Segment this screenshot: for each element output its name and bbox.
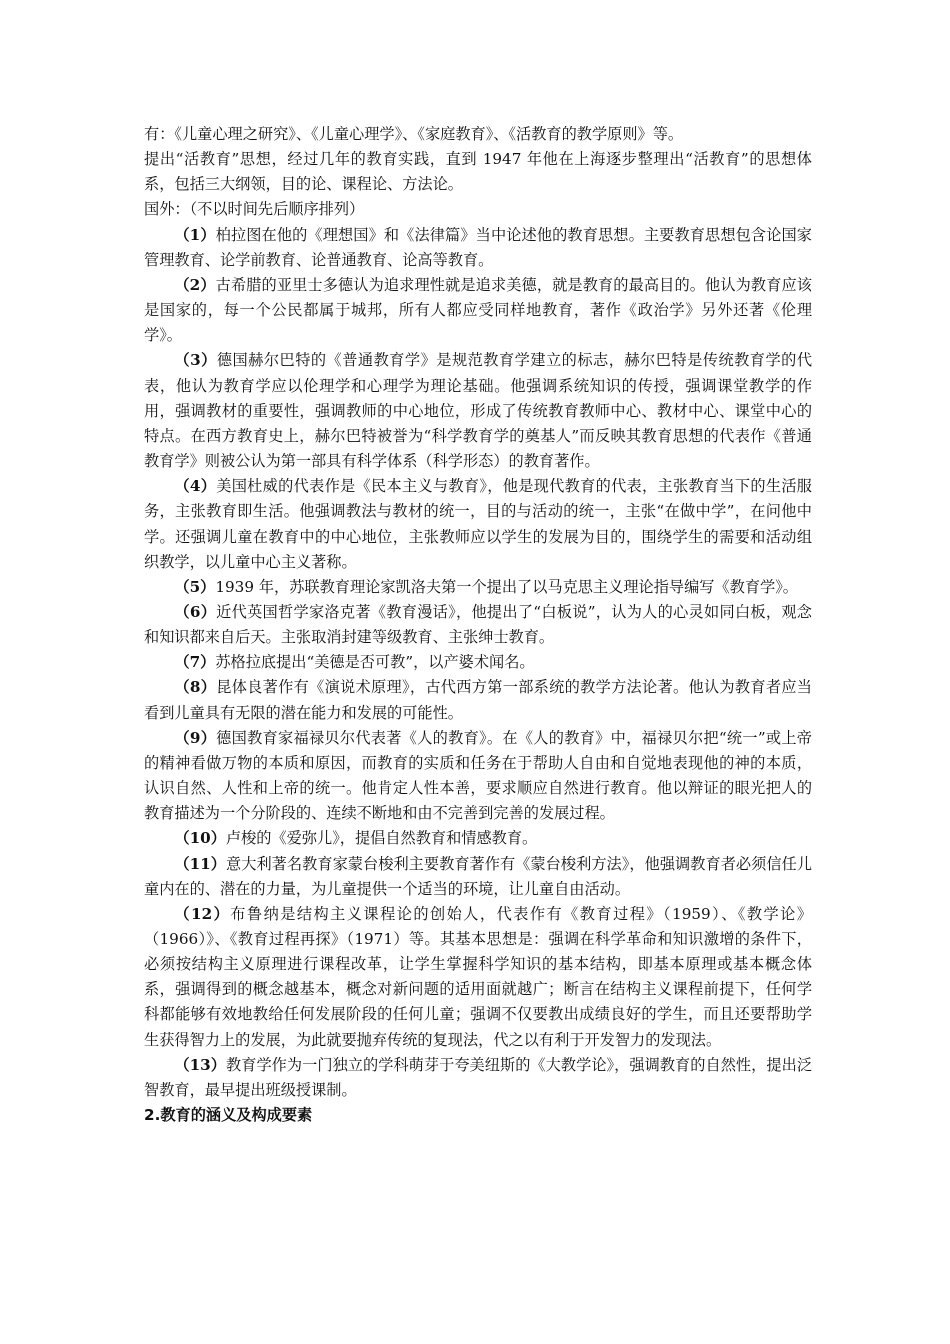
item-text: 近代英国哲学家洛克著《教育漫话》，他提出了“白板说”，认为人的心灵如同白板，观念和知识都来自后天。主张取消封建等级教育、主张绅士教育。 [144, 602, 812, 647]
item-text: 布鲁纳是结构主义课程论的创始人，代表作有《教育过程》（1959）、《教学论》（1966）》、《教育过程再探》（1971）等。其基本思想是：强调在科学革命和知识激增的条件下，必须按结构主义原理进行课程改革，让学生掌握科学知识的基本结构，即基本原理或基本概念体系，强调得到的概念越基本，概念对新问题的适用面就越广；断言在结构主义课程前提下，任何学科都能够有效地教给任何发展阶段的任何儿童；强调不仅要教出成绩良好的学生，而且还要帮助学生获得智力上的发展，为此就要抛弃传统的复现法，代之以有利于开发智力的发现法。 [144, 904, 812, 1049]
item-number: （1） [174, 225, 216, 244]
list-item [144, 273, 812, 348]
item-number: （13） [174, 1055, 227, 1074]
list-item [144, 575, 812, 600]
item-text: 柏拉图在他的《理想国》和《法律篇》当中论述他的教育思想。主要教育思想包含论国家管理教育、论学前教育、论普通教育、论高等教育。 [144, 225, 812, 269]
item-text: 苏格拉底提出“美德是否可教”，以产婆术闻名。 [215, 653, 535, 672]
list-item [144, 348, 812, 474]
item-number: （7） [174, 653, 216, 672]
list-item [144, 902, 812, 1053]
section-heading: 2.教育的涵义及构成要素 [144, 1106, 313, 1125]
item-number: （12） [174, 904, 231, 923]
item-number: （10） [174, 829, 226, 848]
item-number: （8） [174, 678, 217, 697]
item-text: 古希腊的亚里士多德认为追求理性就是追求美德，就是教育的最高目的。他认为教育应该是国家的，每一个公民都属于城邦，所有人都应受同样地教育，著作《政治学》另外还著《伦理学》。 [144, 275, 812, 345]
item-number: （3） [174, 351, 217, 370]
item-text: 教育学作为一门独立的学科萌芽于夸美纽斯的《大教学论》，强调教育的自然性，提出泛智教育，最早提出班级授课制。 [144, 1055, 813, 1099]
item-number: （2） [174, 275, 216, 294]
list-item [144, 1053, 812, 1103]
list-item [144, 474, 812, 575]
list-item [144, 826, 812, 851]
list-item [144, 726, 812, 827]
item-text: 德国教育家福禄贝尔代表著《人的教育》。在《人的教育》中，福禄贝尔把“统一”或上帝的精神看做万物的本质和原因，而教育的实质和任务在于帮助人自由和自觉地表现他的神的本质，认识自然、人性和上帝的统一。他肯定人性本善，要求顺应自然进行教育。他以辩证的眼光把人的教育描述为一个分阶段的、连续不断地和由不完善到完善的发展过程。 [144, 728, 812, 823]
item-number: （6） [174, 602, 217, 621]
item-text: 昆体良著作有《演说术原理》，古代西方第一部系统的教学方法论著。他认为教育者应当看到儿童具有无限的潜在能力和发展的可能性。 [144, 678, 812, 722]
item-text: 1939 年，苏联教育理论家凯洛夫第一个提出了以马克思主义理论指导编写《教育学》。 [215, 577, 798, 596]
item-text: 卢梭的《爱弥儿》，提倡自然教育和情感教育。 [225, 829, 538, 848]
list-item [144, 223, 812, 273]
item-number: （5） [174, 577, 216, 596]
document-page [144, 122, 812, 1128]
list-item [144, 852, 812, 902]
intro-theory-paragraph: 提出“活教育”思想，经过几年的教育实践，直到 1947 年他在上海逐步整理出“活教育”的思想体系，包括三大纲领，目的论、课程论、方法论。 [144, 150, 812, 194]
item-text: 德国赫尔巴特的《普通教育学》是规范教育学建立的标志，赫尔巴特是传统教育学的代表，他认为教育学应以伦理学和心理学为理论基础。他强调系统知识的传授，强调课堂教学的作用，强调教材的重要性，强调教师的中心地位，形成了传统教育教师中心、教材中心、课堂中心的特点。在西方教育史上，赫尔巴特被誉为“科学教育学的奠基人”而反映其教育思想的代表作《普通教育学》则被公认为第一部具有科学体系（科学形态）的教育著作。 [144, 351, 813, 471]
item-text: 美国杜威的代表作是《民本主义与教育》，他是现代教育的代表，主张教育当下的生活服务，主张教育即生活。他强调教法与教材的统一，目的与活动的统一，主张“在做中学”，在问他中学。还强调儿童在教育中的中心地位，主张教师应以学生的发展为目的，围绕学生的需要和活动组织教学，以儿童中心主义著称。 [144, 477, 812, 571]
list-item [144, 600, 812, 650]
item-text: 意大利著名教育家蒙台梭利主要教育著作有《蒙台梭利方法》，他强调教育者必须信任儿童内在的、潜在的力量，为儿童提供一个适当的环境，让儿童自由活动。 [144, 854, 813, 898]
item-number: （11） [174, 854, 227, 873]
list-item [144, 675, 812, 725]
foreign-heading: 国外：（不以时间先后顺序排列） [144, 200, 365, 219]
item-number: （9） [174, 728, 217, 747]
intro-works-line: 有：《儿童心理之研究》、《儿童心理学》、《家庭教育》、《活教育的教学原则》等。 [144, 125, 684, 143]
list-item [144, 650, 812, 675]
item-number: （4） [174, 477, 217, 496]
